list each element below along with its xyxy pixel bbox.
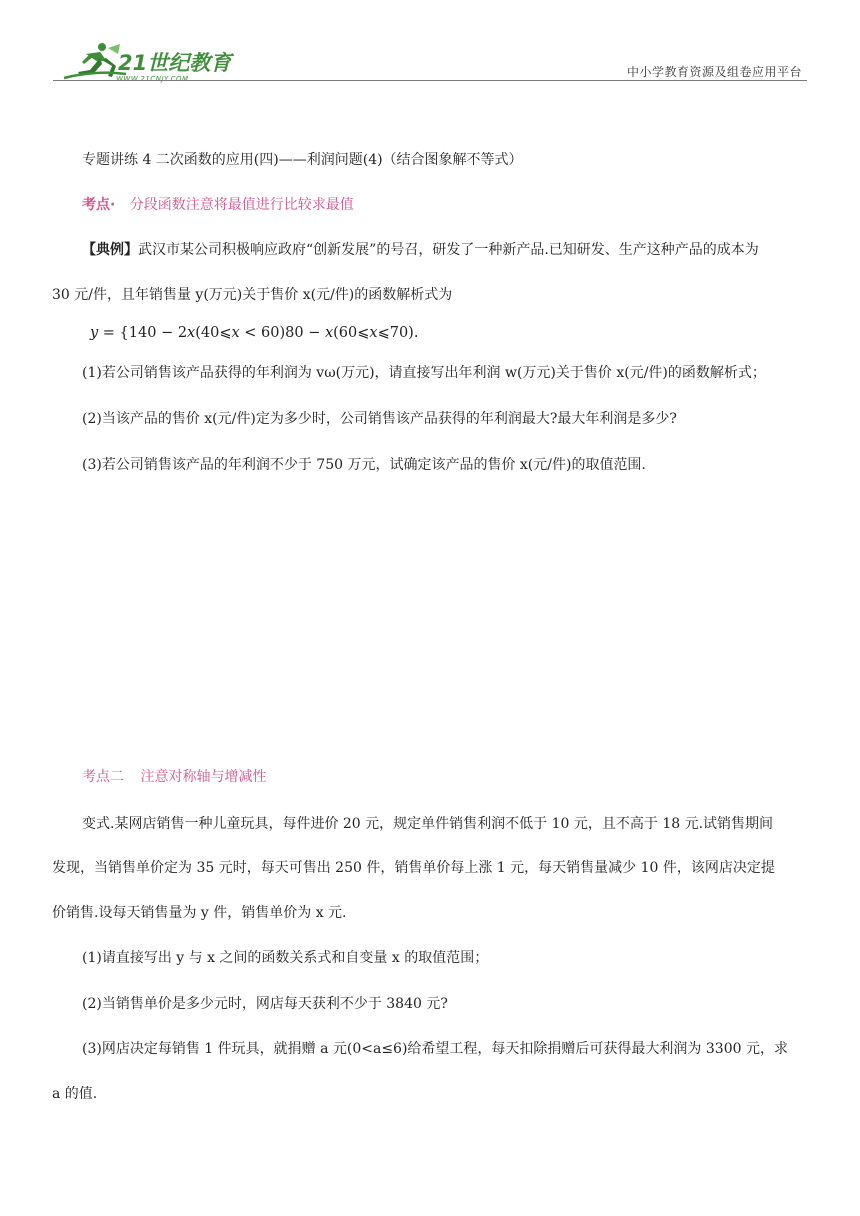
variant-para-line3: 价销售.设每天销售量为 y 件，销售单价为 x 元. bbox=[52, 905, 347, 921]
example-text-line1: 武汉市某公司积极响应政府“创新发展”的号召，研发了一种新产品.已知研发、生产这种产品的成本为 bbox=[138, 242, 759, 258]
example-para-line1 bbox=[82, 240, 759, 260]
section1-question-1: (1)若公司销售该产品获得的年利润为 vω(万元)，请直接写出年利润 w(万元)关于售价 x(元/件)的函数解析式； bbox=[82, 365, 766, 381]
site-logo bbox=[56, 40, 236, 84]
header-tagline: 中小学教育资源及组卷应用平台 bbox=[626, 65, 802, 79]
section2-heading bbox=[82, 767, 266, 787]
section2-heading-label: 考点二 bbox=[82, 769, 124, 785]
piecewise-formula: 𝑦 = {140 − 2𝑥(40⩽𝑥 < 60)80 − 𝑥(60⩽𝑥⩽70). bbox=[90, 325, 419, 341]
variant-para-line1: 变式.某网店销售一种儿童玩具，每件进价 20 元，规定单件销售利润不低于 10 元，且不高于 18 元.试销售期间 bbox=[82, 816, 774, 832]
section1-question-3: (3)若公司销售该产品的年利润不少于 750 万元，试确定该产品的售价 x(元/件)的取值范围. bbox=[82, 457, 646, 473]
logo-sub-text: WWW.21CNJY.COM bbox=[116, 75, 189, 83]
section2-question-2: (2)当销售单价是多少元时，网店每天获利不少于 3840 元? bbox=[82, 996, 448, 1012]
section1-question-2: (2)当该产品的售价 x(元/件)定为多少时，公司销售该产品获得的年利润最大?最大年利润是多少? bbox=[82, 411, 677, 427]
section2-question-3-line2: a 的值. bbox=[52, 1086, 98, 1102]
example-tag: 【典例】 bbox=[82, 242, 138, 258]
section2-question-3-line1: (3)网店决定每销售 1 件玩具，就捐赠 a 元(0<a≤6)给希望工程，每天扣除捐赠后可获得最大利润为 3300 元，求 bbox=[82, 1041, 788, 1057]
example-para-line2: 30 元/件，且年销售量 y(万元)关于售价 x(元/件)的函数解析式为 bbox=[52, 287, 453, 303]
section1-heading-label: 考点· bbox=[82, 197, 116, 213]
doc-title: 专题讲练 4 二次函数的应用(四)——利润问题(4)（结合图象解不等式） bbox=[82, 152, 523, 168]
section1-heading bbox=[82, 195, 354, 215]
runner-logo-icon bbox=[56, 40, 236, 84]
section2-heading-text: 注意对称轴与增减性 bbox=[140, 769, 267, 785]
section1-heading-text: 分段函数注意将最值进行比较求最值 bbox=[129, 197, 354, 213]
variant-para-line2: 发现，当销售单价定为 35 元时，每天可售出 250 件，销售单价每上涨 1 元，每天销售量减少 10 件，该网店决定提 bbox=[52, 860, 775, 876]
logo-main-text: 21世纪教育 bbox=[118, 51, 232, 75]
header-divider bbox=[53, 80, 807, 81]
section2-question-1: (1)请直接写出 y 与 x 之间的函数关系式和自变量 x 的取值范围； bbox=[82, 950, 489, 966]
